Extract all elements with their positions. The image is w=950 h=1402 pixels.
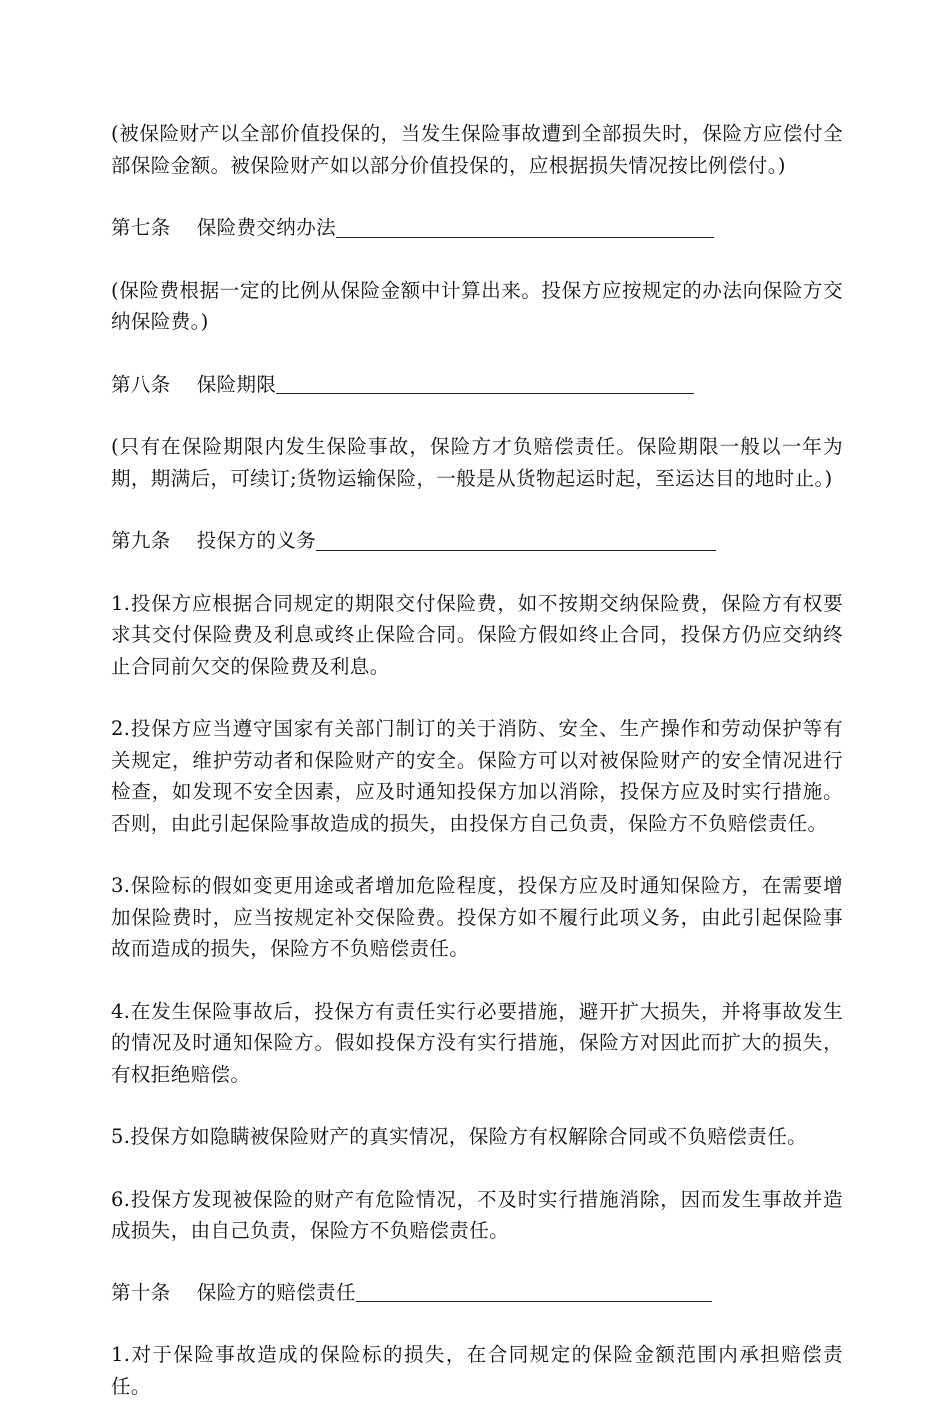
fill-in-blank[interactable] bbox=[356, 1279, 712, 1302]
article-7-heading bbox=[111, 212, 843, 244]
article-title: 保险方的赔偿责任 bbox=[196, 1280, 356, 1304]
article-10-heading bbox=[111, 1277, 843, 1309]
list-item-4: 4.在发生保险事故后，投保方有责任实行必要措施，避开扩大损失，并将事故发生的情况及时通知保险方。假如投保方没有实行措施，保险方对因此而扩大的损失，有权拒绝赔偿。 bbox=[111, 999, 843, 1086]
article-title: 保险期限 bbox=[196, 372, 277, 396]
document-page bbox=[111, 118, 843, 1402]
article-title: 保险费交纳办法 bbox=[196, 216, 337, 239]
article-number: 第十条 bbox=[111, 1280, 171, 1304]
list-item-2: 2.投保方应当遵守国家有关部门制订的关于消防、安全、生产操作和劳动保护等有关规定，维护劳动者和保险财产的安全。保险方可以对被保险财产的安全情况进行检查，如发现不安全因素，应及时通知投保方加以消除，投保方应及时实行措施。否则，由此引起保险事故造成的损失，由投保方自己负责，保险方不负赔偿责任。 bbox=[111, 717, 843, 835]
article-8-heading bbox=[111, 369, 843, 401]
article-number: 第八条 bbox=[111, 372, 171, 396]
paragraph-article6-note: (被保险财产以全部价值投保的，当发生保险事故遭到全部损失时，保险方应偿付全部保险金额。被保险财产如以部分价值投保的，应根据损失情况按比例偿付。) bbox=[111, 122, 843, 177]
paragraph-article7-note: (保险费根据一定的比例从保险金额中计算出来。投保方应按规定的办法向保险方交纳保险费。) bbox=[111, 278, 843, 333]
fill-in-blank[interactable] bbox=[316, 528, 716, 551]
list-item-3: 3.保险标的假如变更用途或者增加危险程度，投保方应及时通知保险方，在需要增加保险费时，应当按规定补交保险费。投保方如不履行此项义务，由此引起保险事故而造成的损失，保险方不负赔偿责任。 bbox=[111, 874, 843, 960]
list-item-6: 6.投保方发现被保险的财产有危险情况，不及时实行措施消除，因而发生事故并造成损失，由自己负责，保险方不负赔偿责任。 bbox=[111, 1187, 843, 1242]
list-item-5: 5.投保方如隐瞒被保险财产的真实情况，保险方有权解除合同或不负赔偿责任。 bbox=[111, 1125, 808, 1148]
list-item-1: 1.投保方应根据合同规定的期限交付保险费，如不按期交纳保险费，保险方有权要求其交付保险费及利息或终止保险合同。保险方假如终止合同，投保方仍应交纳终止合同前欠交的保险费及利息。 bbox=[111, 591, 843, 678]
article-number: 第九条 bbox=[111, 529, 171, 552]
fill-in-blank[interactable] bbox=[336, 215, 714, 238]
article-number: 第七条 bbox=[111, 216, 171, 239]
paragraph-article8-note: (只有在保险期限内发生保险事故，保险方才负赔偿责任。保险期限一般以一年为期，期满后，可续订;货物运输保险，一般是从货物起运时起，至运达目的地时止。) bbox=[111, 435, 843, 490]
fill-in-blank[interactable] bbox=[276, 371, 694, 394]
list-item-article10-1: 1.对于保险事故造成的保险标的损失，在合同规定的保险金额范围内承担赔偿责任。 bbox=[111, 1343, 843, 1398]
article-title: 投保方的义务 bbox=[196, 529, 317, 552]
article-9-heading bbox=[111, 525, 843, 557]
